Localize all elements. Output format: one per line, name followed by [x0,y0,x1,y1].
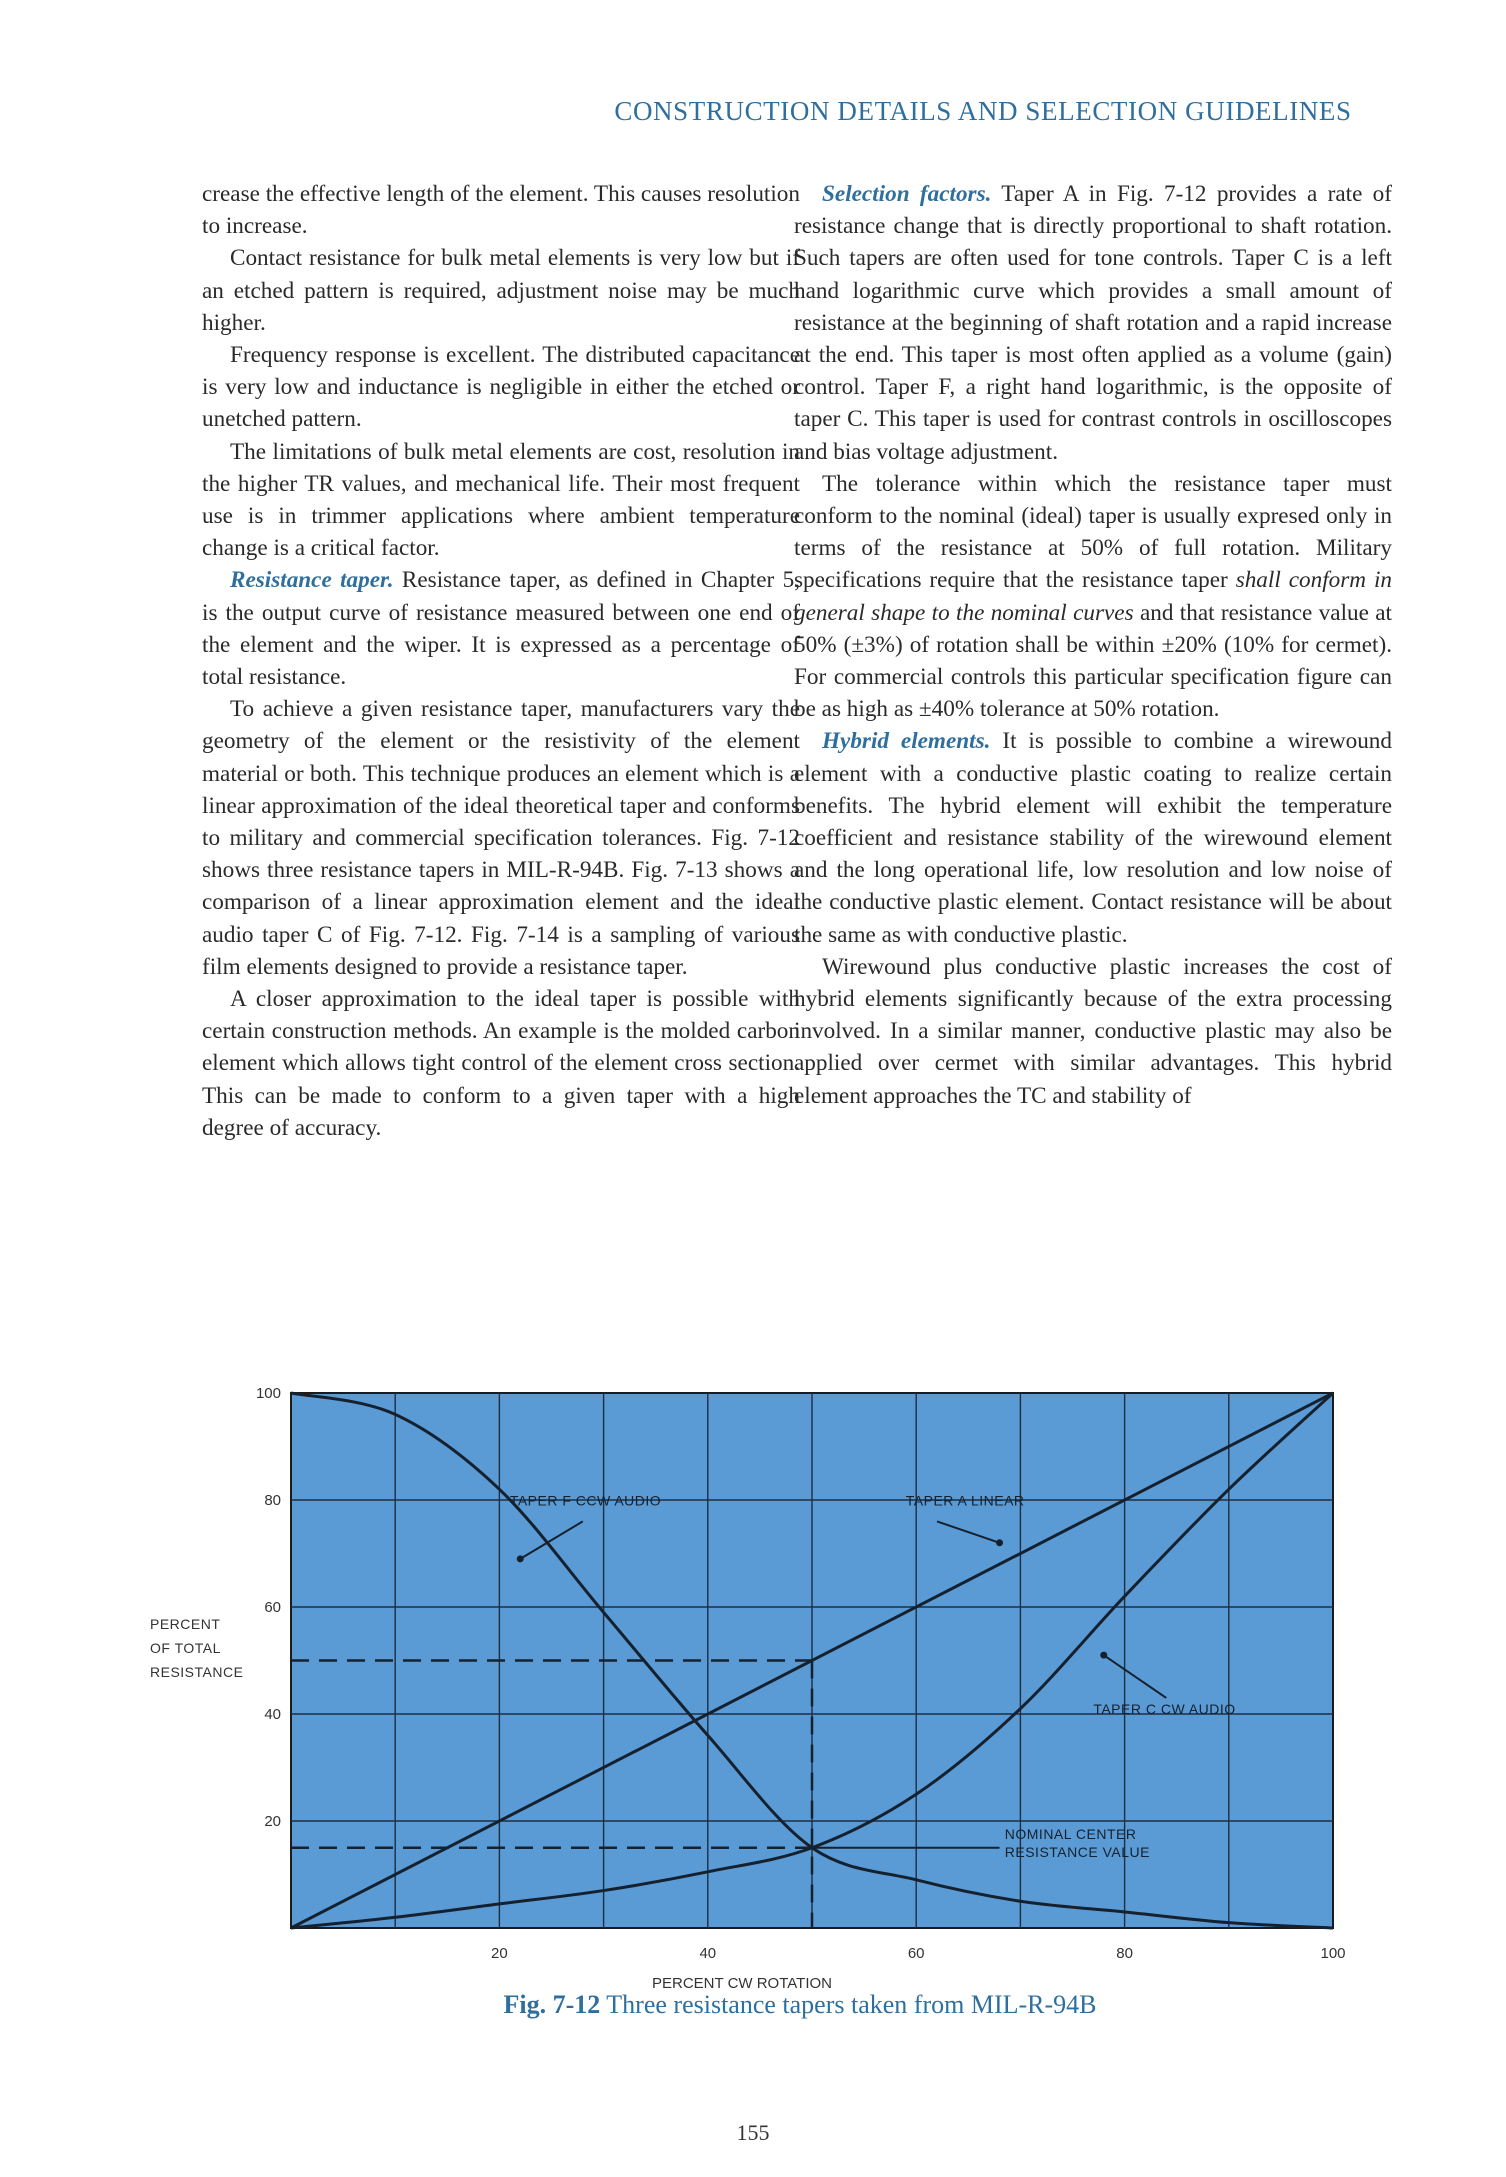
x-tick-label: 80 [1116,1945,1133,1962]
x-axis-label: PERCENT CW ROTATION [652,1975,832,1992]
series-label: TAPER F CCW AUDIO [509,1492,662,1509]
x-tick-label: 100 [1320,1945,1346,1962]
y-tick-label: 40 [264,1706,281,1723]
right-column [794,178,1392,1112]
paragraph: The limitations of bulk metal elements are cost, resolution in the higher TR values, and mechanical life. Their most frequent use is in trimmer applications where ambient temperature change is a critical factor. [202,438,800,562]
series-label: TAPER C CW AUDIO [1093,1701,1236,1717]
x-tick-label: 20 [491,1945,508,1962]
paragraph: Wirewound plus conductive plastic increases the cost of hybrid elements significantly because of the extra processing involved. In a similar manner, conductive plastic may also be applied over cermet with similar advantages. This hybrid element approaches the TC and stability of [794,953,1392,1109]
paragraph-text: Taper A in Fig. 7-12 provides a rate of resistance change that is directly proportional to shaft rotation. Such tapers are often used for tone controls. Taper C is a left hand logarithmic curve which provides a small amount of resistance at the beginning of shaft rotation and a rapid increase at the end. This taper is most often applied as a volume (gain) control. Taper F, a right hand logarithmic, is the opposite of taper C. This taper is used for contrast controls in oscilloscopes and bias voltage adjustment. [794,181,1393,465]
y-tick-label: 20 [264,1813,281,1830]
x-tick-label: 60 [907,1945,925,1962]
run-in-heading: Selection factors. [822,181,992,207]
paragraph: To achieve a given resistance taper, manufacturers vary the geometry of the element or the resistivity of the element material or both. This technique produces an element which is a linear approximation of the ideal theoretical taper and conforms to military and commercial specification tolerances. Fig. 7-12 shows three resistance tapers in MIL-R-94B. Fig. 7-13 shows a comparison of a linear approximation element and the ideal audio taper C of Fig. 7-12. Fig. 7-14 is a sampling of various film elements designed to provide a resistance taper. [202,696,800,980]
paragraph [202,564,800,693]
leader-arrowhead [1100,1652,1107,1659]
x-tick-label: 40 [699,1945,717,1962]
paragraph: crease the effective length of the element. This causes resolution to increase. [202,181,800,240]
run-in-heading: Hybrid elements. [822,728,991,755]
figure-caption [400,1990,1200,2020]
leader-arrowhead [996,1539,1003,1546]
paragraph: Contact resistance for bulk metal elements is very low but if an etched pattern is required, adjustment noise may be much higher. [202,245,800,336]
y-tick-label: 100 [255,1385,281,1402]
page-number: 155 [736,2120,770,2145]
caption-text: Three resistance tapers taken from MIL-R-94B [600,1990,1097,2019]
run-in-heading: Resistance taper. [230,567,394,594]
y-axis-label-line: PERCENT [150,1616,221,1632]
nominal-label: NOMINAL CENTER [1004,1826,1137,1843]
left-column [202,178,800,1144]
paragraph-text: and that resistance value at 50% (±3%) of rotation shall be within ±20% (10% for cermet). For commercial controls this particular specification figure can be as high as ±40% tolerance at 50% rotation. [794,599,1392,723]
chart-svg [150,1255,1400,1992]
y-tick-label: 80 [264,1492,281,1509]
running-header: CONSTRUCTION DETAILS AND SELECTION GUIDELINES [614,96,1352,126]
paragraph-text: The tolerance within which the resistance taper must conform to the nominal (ideal) taper is usually expresed only in terms of the resistance at 50% of full rotation. Military specifications require that the resistance taper [794,470,1392,594]
paragraph-text: Resistance taper, as defined in Chapter 5, is the output curve of resistance measured between one end of the element and the wiper. It is expressed as a percentage of total resistance. [202,567,800,691]
paragraph-text: It is possible to combine a wirewound element with a conductive plastic coating to realize certain benefits. The hybrid element will exhibit the temperature coefficient and resistance stability of the wirewound element and the long operational life, low resolution and low noise of the conductive plastic element. Contact resistance will be about the same as with conductive plastic. [794,728,1392,948]
leader-arrowhead [517,1555,524,1562]
series-label: TAPER A LINEAR [905,1492,1025,1509]
paragraph: Frequency response is excellent. The distributed capacitance is very low and inductance is negligible in either the etched or unetched pattern. [202,342,800,433]
figure-number: Fig. 7-12 [503,1990,601,2019]
paragraph [794,178,1392,468]
paragraph [794,725,1392,950]
y-tick-label: 60 [264,1599,281,1616]
y-axis-label-line: RESISTANCE [150,1664,244,1680]
taper-chart [150,1255,1400,1992]
emphasis-text: shall conform in general shape to the nominal curves [794,567,1392,626]
y-axis-label-line: OF TOTAL [150,1640,221,1656]
y-axis-label [150,1616,243,1680]
nominal-label: RESISTANCE VALUE [1004,1844,1150,1861]
paragraph [794,468,1392,726]
paragraph: A closer approximation to the ideal taper is possible with certain construction methods. An example is the molded carbon element which allows tight control of the element cross section. This can be made to conform to a given taper with a high degree of accuracy. [202,986,800,1141]
